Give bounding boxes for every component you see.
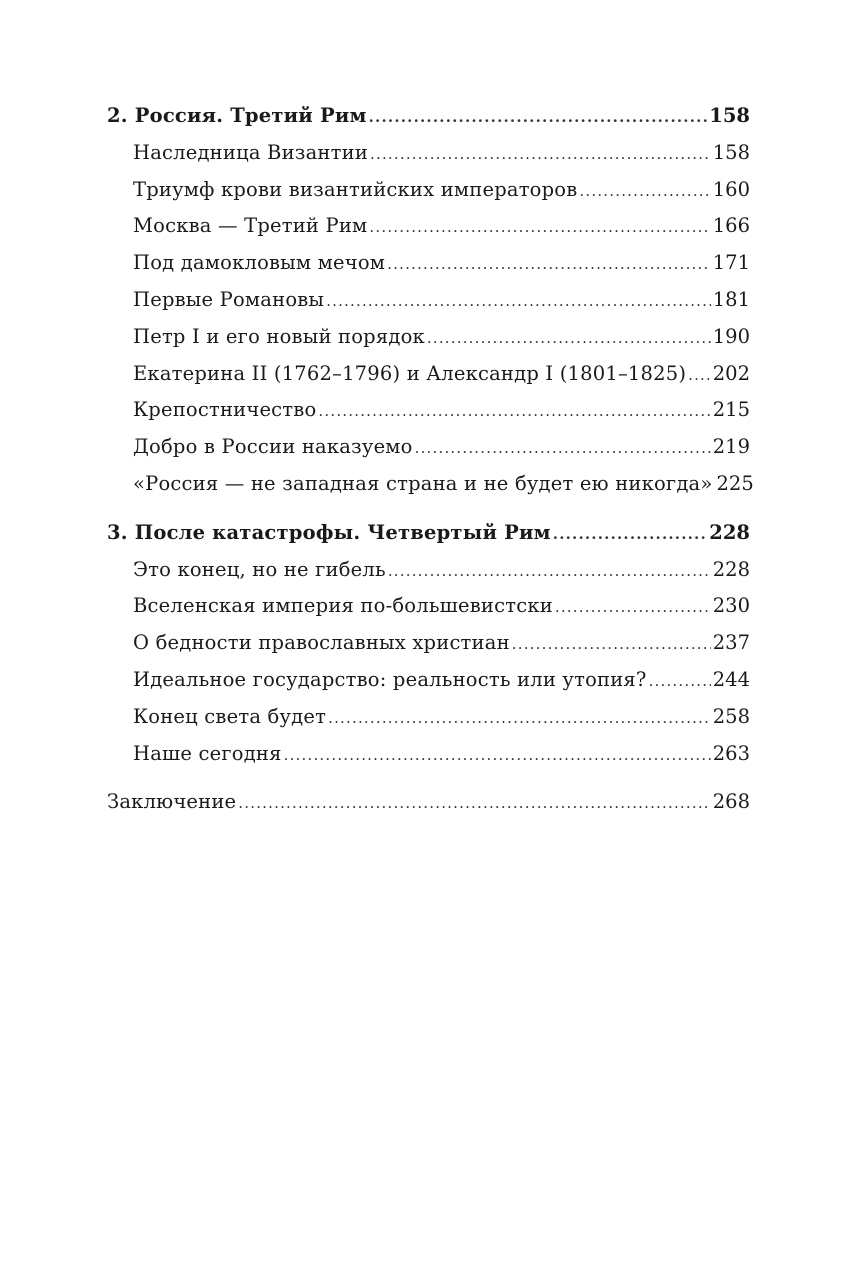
toc-page-number: 158 bbox=[709, 104, 750, 127]
toc-page-number: 219 bbox=[712, 435, 750, 459]
dot-leader bbox=[326, 283, 711, 320]
toc-page-number: 263 bbox=[712, 741, 750, 765]
toc-heading-title: 3. После катастрофы. Четвертый Рим bbox=[107, 520, 551, 544]
toc-entry bbox=[107, 208, 750, 245]
toc-entry-title: Екатерина II (1762–1796) и Александр I (1801–1825) bbox=[133, 361, 687, 385]
dot-leader bbox=[649, 663, 711, 700]
toc-entry-title: Крепостничество bbox=[133, 398, 317, 422]
toc-entry bbox=[107, 172, 750, 209]
toc-section-3 bbox=[107, 515, 750, 773]
toc-entry-title: Заключение bbox=[107, 790, 237, 814]
toc-page-number: 171 bbox=[712, 251, 750, 275]
dot-leader bbox=[238, 785, 710, 822]
toc-page-number: 158 bbox=[712, 140, 750, 164]
toc-page-number: 228 bbox=[712, 557, 750, 581]
dot-leader bbox=[328, 700, 711, 737]
toc-entry bbox=[107, 736, 750, 773]
toc-page-number: 215 bbox=[712, 398, 750, 422]
toc-entry-title: Под дамокловым мечом bbox=[133, 251, 386, 275]
toc-page-number: 190 bbox=[712, 324, 750, 348]
toc-entry-title: Москва — Третий Рим bbox=[133, 214, 368, 238]
toc-page-number: 244 bbox=[712, 667, 750, 691]
toc-entry bbox=[107, 552, 750, 589]
dot-leader bbox=[370, 136, 711, 173]
dot-leader bbox=[369, 99, 708, 136]
dot-leader bbox=[512, 626, 711, 663]
table-of-contents bbox=[107, 98, 754, 821]
dot-leader bbox=[387, 246, 711, 283]
toc-entry-title: Вселенская империя по-большевистски bbox=[133, 594, 553, 618]
toc-entry bbox=[107, 699, 750, 736]
toc-page-number: 160 bbox=[712, 177, 750, 201]
toc-entry-title: Это конец, но не гибель bbox=[133, 557, 386, 581]
dot-leader bbox=[284, 737, 711, 774]
dot-leader bbox=[553, 516, 708, 553]
toc-entry bbox=[107, 392, 750, 429]
toc-entry-title: Наше сегодня bbox=[133, 741, 282, 765]
toc-section-conclusion bbox=[107, 784, 750, 821]
toc-entry bbox=[107, 245, 750, 282]
toc-entry bbox=[107, 466, 754, 503]
toc-entry-title: Добро в России наказуемо bbox=[133, 435, 413, 459]
dot-leader bbox=[579, 173, 710, 210]
toc-page-number: 258 bbox=[712, 704, 750, 728]
toc-page-number: 228 bbox=[709, 520, 750, 544]
dot-leader bbox=[318, 393, 710, 430]
toc-entry bbox=[107, 588, 750, 625]
toc-page-number: 268 bbox=[712, 790, 750, 814]
toc-conclusion bbox=[107, 784, 750, 821]
toc-heading-title: 2. Россия. Третий Рим bbox=[107, 104, 367, 127]
toc-entry bbox=[107, 625, 750, 662]
toc-entry-title: Наследница Византии bbox=[133, 140, 369, 164]
toc-entry-title: Конец света будет bbox=[133, 704, 327, 728]
dot-leader bbox=[555, 589, 711, 626]
toc-entry-title: О бедности православных христиан bbox=[133, 631, 510, 655]
toc-page-number: 225 bbox=[716, 471, 754, 495]
toc-entry bbox=[107, 135, 750, 172]
toc-entry-title: Первые Романовы bbox=[133, 287, 325, 311]
dot-leader bbox=[369, 209, 710, 246]
toc-entry bbox=[107, 282, 750, 319]
toc-entry-title: Идеальное государство: реальность или утопия? bbox=[133, 667, 647, 691]
dot-leader bbox=[388, 553, 711, 590]
toc-entry bbox=[107, 429, 750, 466]
toc-heading bbox=[107, 98, 750, 135]
toc-entry bbox=[107, 356, 750, 393]
toc-entry bbox=[107, 662, 750, 699]
toc-entry-title: Триумф крови византийских императоров bbox=[133, 177, 578, 201]
toc-entry-title: «Россия — не западная страна и не будет ею никогда» bbox=[133, 471, 713, 495]
dot-leader bbox=[427, 320, 711, 357]
toc-section-2 bbox=[107, 98, 754, 503]
toc-page-number: 230 bbox=[712, 594, 750, 618]
toc-page-number: 166 bbox=[712, 214, 750, 238]
toc-page-number: 237 bbox=[712, 631, 750, 655]
toc-page-number: 181 bbox=[712, 287, 750, 311]
dot-leader bbox=[688, 357, 711, 394]
toc-heading bbox=[107, 515, 750, 552]
toc-page-number: 202 bbox=[712, 361, 750, 385]
dot-leader bbox=[415, 430, 711, 467]
toc-entry bbox=[107, 319, 750, 356]
toc-entry-title: Петр I и его новый порядок bbox=[133, 324, 425, 348]
